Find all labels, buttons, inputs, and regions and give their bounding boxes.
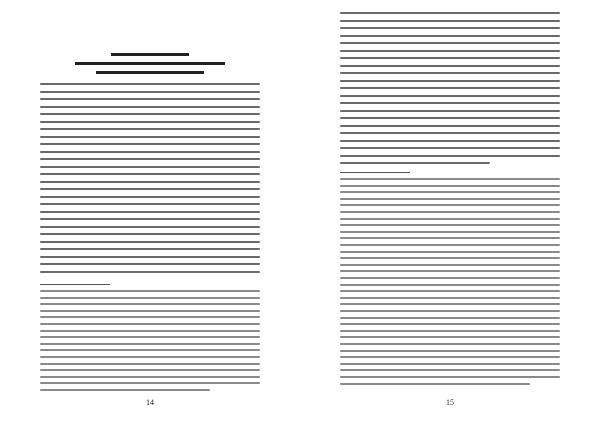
footnote-line bbox=[340, 185, 560, 187]
text-line bbox=[340, 42, 560, 44]
footnote-line bbox=[340, 251, 560, 253]
text-line bbox=[40, 218, 260, 220]
text-line bbox=[40, 83, 260, 85]
footnote-line bbox=[340, 303, 560, 305]
footnote-line bbox=[40, 356, 260, 358]
text-line bbox=[40, 91, 260, 93]
footnote-line bbox=[340, 363, 560, 365]
text-line bbox=[40, 98, 260, 100]
text-line bbox=[40, 211, 260, 213]
text-line bbox=[340, 155, 560, 157]
footnote-line bbox=[340, 330, 560, 332]
footnote-line bbox=[340, 323, 560, 325]
text-line bbox=[40, 166, 260, 168]
text-line bbox=[40, 203, 260, 205]
right-page bbox=[300, 0, 600, 424]
footnote-line bbox=[340, 383, 530, 385]
text-line bbox=[340, 57, 560, 59]
footnote-line bbox=[340, 231, 560, 233]
text-line bbox=[340, 65, 560, 67]
text-line bbox=[340, 117, 560, 119]
text-line bbox=[40, 271, 260, 273]
text-line bbox=[340, 147, 560, 149]
text-line bbox=[340, 162, 490, 164]
footnote-line bbox=[340, 376, 560, 378]
footnote-line bbox=[40, 303, 260, 305]
footnote-separator bbox=[340, 172, 410, 173]
text-line bbox=[40, 241, 260, 243]
text-line bbox=[40, 196, 260, 198]
footnote-line bbox=[40, 290, 260, 292]
text-line bbox=[40, 113, 260, 115]
footnote-line bbox=[40, 382, 260, 384]
page-number: 14 bbox=[146, 398, 154, 407]
text-line bbox=[340, 132, 560, 134]
footnote-line bbox=[340, 218, 560, 220]
header-line bbox=[40, 53, 260, 56]
footnote-line bbox=[40, 389, 210, 391]
footnote-line bbox=[40, 323, 260, 325]
footnote-line bbox=[40, 376, 260, 378]
text-line bbox=[340, 80, 560, 82]
footnote-line bbox=[340, 284, 560, 286]
footnote-line bbox=[40, 297, 260, 299]
footnote-line bbox=[340, 244, 560, 246]
footnote-line bbox=[340, 191, 560, 193]
text-line bbox=[40, 181, 260, 183]
footnote-line bbox=[40, 330, 260, 332]
text-line bbox=[40, 226, 260, 228]
text-line bbox=[40, 143, 260, 145]
footnote-line bbox=[340, 310, 560, 312]
footnote-line bbox=[340, 277, 560, 279]
footnote-line bbox=[340, 270, 560, 272]
footnote-line bbox=[40, 369, 260, 371]
footnote-separator bbox=[40, 284, 110, 285]
text-line bbox=[40, 151, 260, 153]
text-line bbox=[40, 248, 260, 250]
footnote-line bbox=[40, 336, 260, 338]
text-line bbox=[340, 35, 560, 37]
footnote-line bbox=[340, 317, 560, 319]
footnote-line bbox=[40, 310, 260, 312]
text-line bbox=[340, 102, 560, 104]
footnote-line bbox=[40, 363, 260, 365]
text-line bbox=[340, 27, 560, 29]
text-line bbox=[340, 110, 560, 112]
footnote-line bbox=[340, 297, 560, 299]
footnote-line bbox=[340, 369, 560, 371]
footnote-line bbox=[40, 349, 260, 351]
text-line bbox=[40, 121, 260, 123]
header-line bbox=[40, 71, 260, 74]
text-line bbox=[340, 87, 560, 89]
text-line bbox=[340, 140, 560, 142]
footnote-line bbox=[340, 264, 560, 266]
footnote-line bbox=[340, 204, 560, 206]
text-line bbox=[340, 50, 560, 52]
text-line bbox=[340, 12, 560, 14]
text-line bbox=[40, 263, 260, 265]
footnote-line bbox=[340, 350, 560, 352]
footnote-line bbox=[40, 316, 260, 318]
text-line bbox=[40, 106, 260, 108]
header-line bbox=[40, 62, 260, 65]
page-number: 15 bbox=[446, 398, 454, 407]
text-line bbox=[40, 173, 260, 175]
text-line bbox=[40, 233, 260, 235]
footnote-line bbox=[40, 343, 260, 345]
text-line bbox=[40, 158, 260, 160]
footnote-line bbox=[340, 336, 560, 338]
text-line bbox=[340, 125, 560, 127]
footnote-line bbox=[340, 343, 560, 345]
text-line bbox=[340, 95, 560, 97]
footnote-line bbox=[340, 224, 560, 226]
text-line bbox=[340, 72, 560, 74]
text-line bbox=[40, 188, 260, 190]
text-line bbox=[40, 128, 260, 130]
footnote-line bbox=[340, 178, 560, 180]
footnote-line bbox=[340, 290, 560, 292]
text-line bbox=[40, 256, 260, 258]
text-line bbox=[40, 136, 260, 138]
footnote-line bbox=[340, 211, 560, 213]
footnote-line bbox=[340, 237, 560, 239]
footnote-line bbox=[340, 356, 560, 358]
text-line bbox=[340, 20, 560, 22]
footnote-line bbox=[340, 257, 560, 259]
footnote-line bbox=[340, 198, 560, 200]
